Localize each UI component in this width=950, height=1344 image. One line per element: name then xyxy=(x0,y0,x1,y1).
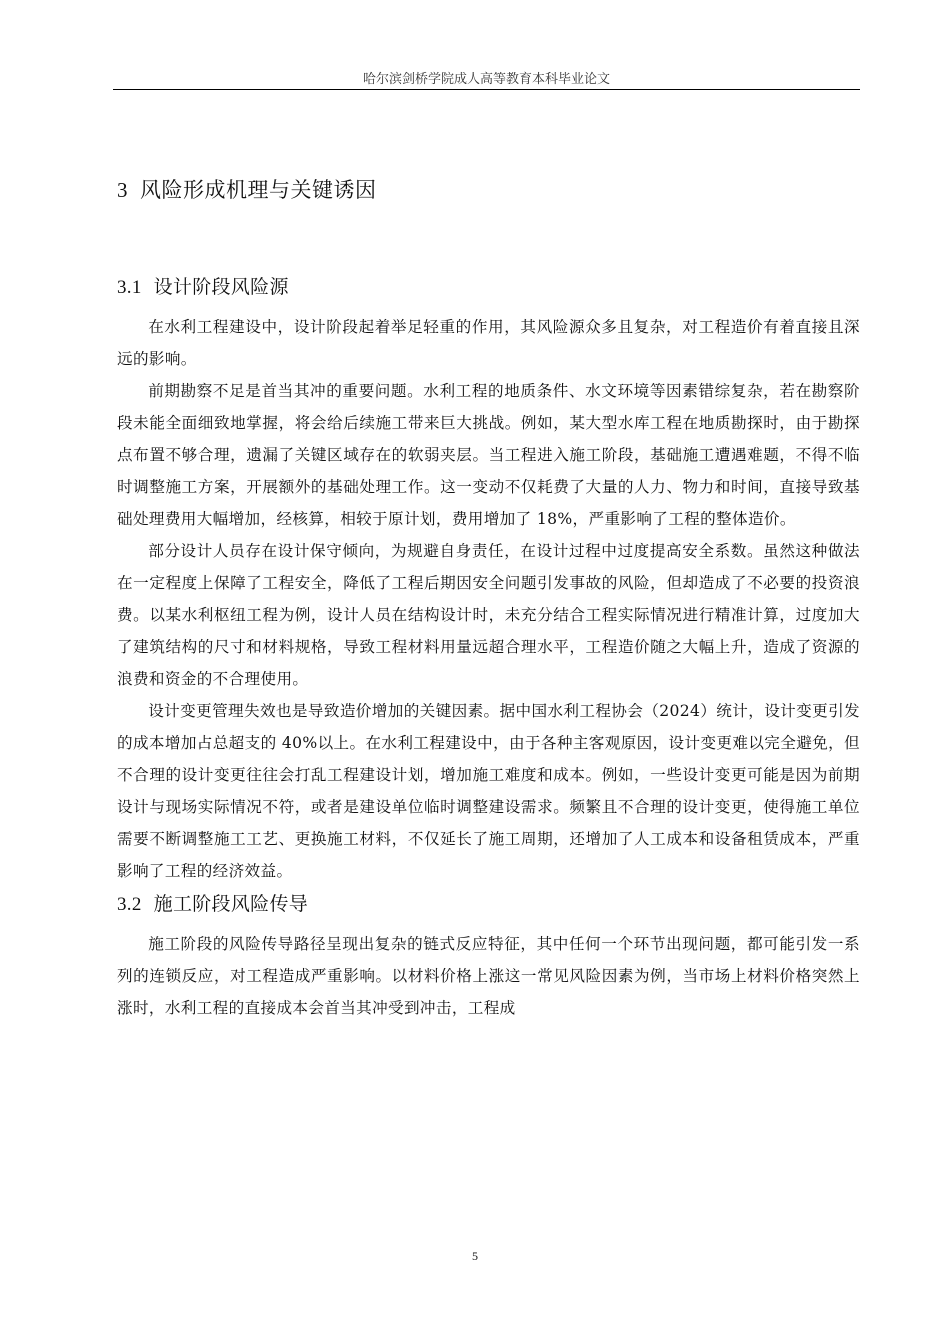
section-heading-3-2 xyxy=(117,887,860,922)
paragraph: 施工阶段的风险传导路径呈现出复杂的链式反应特征，其中任何一个环节出现问题，都可能引发一系列的连锁反应，对工程造成严重影响。以材料价格上涨这一常见风险因素为例，当市场上材料价格突然上涨时，水利工程的直接成本会首当其冲受到冲击，工程成 xyxy=(117,935,860,1017)
section-number: 3.2 xyxy=(117,894,142,915)
paragraph: 前期勘察不足是首当其冲的重要问题。水利工程的地质条件、水文环境等因素错综复杂，若在勘察阶段未能全面细致地掌握，将会给后续施工带来巨大挑战。例如，某大型水库工程在地质勘探时，由于勘探点布置不够合理，遗漏了关键区域存在的软弱夹层。当工程进入施工阶段，基础施工遭遇难题，不得不临时调整施工方案，开展额外的基础处理工作。这一变动不仅耗费了大量的人力、物力和时间，直接导致基础处理费用大幅增加，经核算，相较于原计划，费用增加了 18%，严重影响了工程的整体造价。 xyxy=(117,382,860,528)
paragraph: 在水利工程建设中，设计阶段起着举足轻重的作用，其风险源众多且复杂，对工程造价有着直接且深远的影响。 xyxy=(117,318,860,368)
paragraph: 部分设计人员存在设计保守倾向，为规避自身责任，在设计过程中过度提高安全系数。虽然这种做法在一定程度上保障了工程安全，降低了工程后期因安全问题引发事故的风险，但却造成了不必要的投资浪费。以某水利枢纽工程为例，设计人员在结构设计时，未充分结合工程实际情况进行精准计算，过度加大了建筑结构的尺寸和材料规格，导致工程材料用量远超合理水平，工程造价随之大幅上升，造成了资源的浪费和资金的不合理使用。 xyxy=(117,542,860,688)
chapter-title: 风险形成机理与关键诱因 xyxy=(140,178,377,202)
running-header: 哈尔滨剑桥学院成人高等教育本科毕业论文 xyxy=(362,72,610,87)
section-title: 设计阶段风险源 xyxy=(153,276,289,298)
section-heading-3-1 xyxy=(117,270,860,305)
chapter-heading xyxy=(117,170,860,210)
page-body xyxy=(117,170,860,1024)
page-number: 5 xyxy=(472,1249,478,1263)
paragraph: 设计变更管理失效也是导致造价增加的关键因素。据中国水利工程协会（2024）统计，设计变更引发的成本增加占总超支的 40%以上。在水利工程建设中，由于各种主客观原因，设计变更难以完全避免，但不合理的设计变更往往会打乱工程建设计划，增加施工难度和成本。例如，一些设计变更可能是因为前期设计与现场实际情况不符，或者是建设单位临时调整建设需求。频繁且不合理的设计变更，使得施工单位需要不断调整施工工艺、更换施工材料，不仅延长了施工周期，还增加了人工成本和设备租赁成本，严重影响了工程的经济效益。 xyxy=(117,702,860,880)
chapter-number: 3 xyxy=(117,178,128,202)
section-title: 施工阶段风险传导 xyxy=(153,893,309,915)
header-divider xyxy=(113,89,860,90)
section-number: 3.1 xyxy=(117,277,142,298)
